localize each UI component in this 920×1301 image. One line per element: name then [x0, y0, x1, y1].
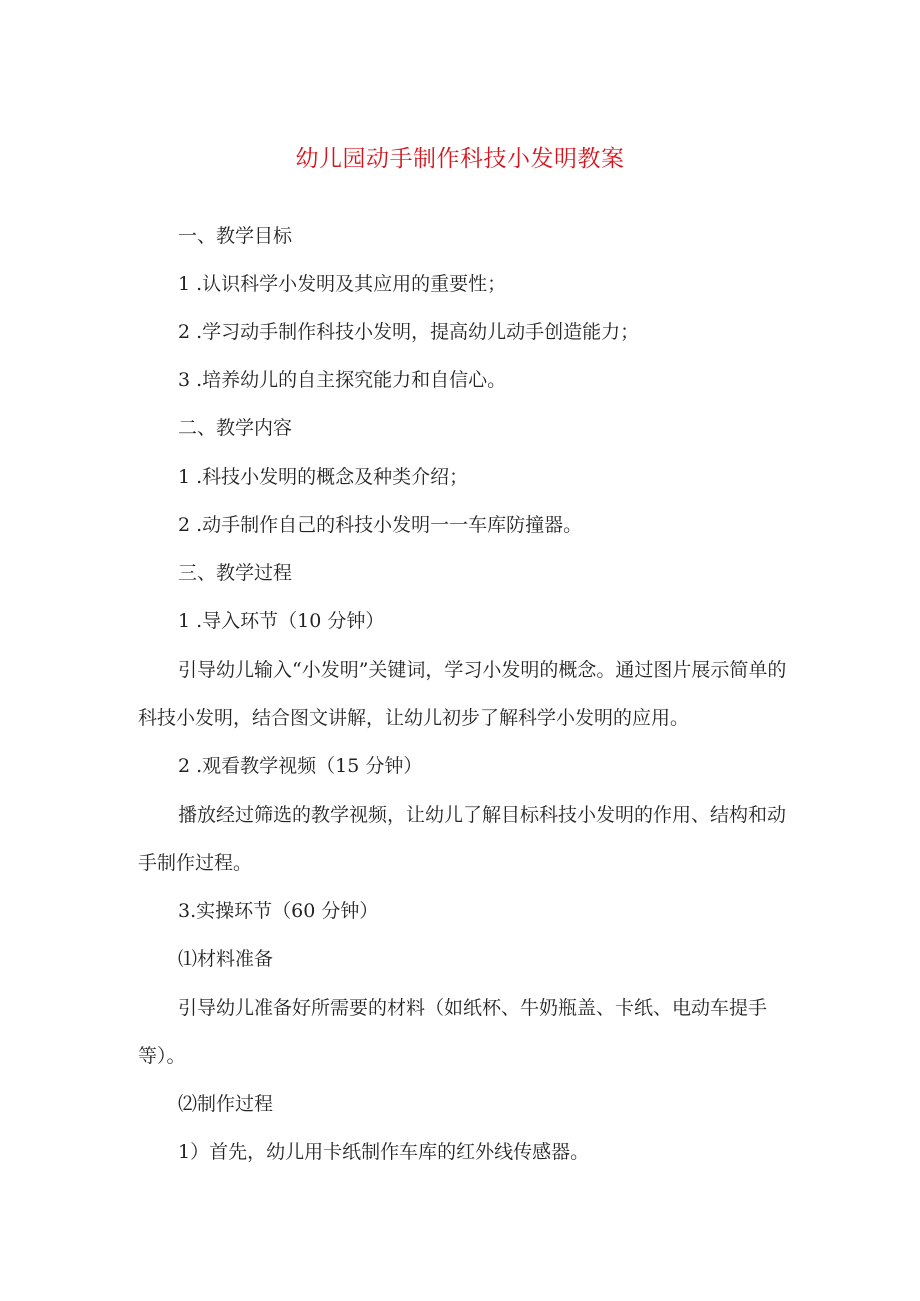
process-step-3: 3.实操环节（60 分钟） — [178, 900, 379, 922]
document-title: 幼儿园动手制作科技小发明教案 — [295, 146, 625, 172]
content-item-2: 2 .动手制作自己的科技小发明一一车库防撞器。 — [178, 514, 583, 536]
content-item-1: 1 .科技小发明的概念及种类介绍； — [178, 466, 469, 488]
process-step-2-text: 播放经过筛选的教学视频，让幼儿了解目标科技小发明的作用、结构和动手制作过程。 — [138, 804, 787, 874]
goal-item-3: 3 .培养幼儿的自主探究能力和自信心。 — [178, 369, 507, 391]
section-heading-process: 三、教学过程 — [178, 562, 293, 584]
section-heading-goals: 一、教学目标 — [178, 225, 293, 247]
section-heading-content: 二、教学内容 — [178, 417, 293, 439]
making-heading: ⑵制作过程 — [178, 1093, 274, 1115]
process-step-1: 1 .导入环节（10 分钟） — [178, 610, 385, 632]
making-step-1: 1）首先，幼儿用卡纸制作车库的红外线传感器。 — [178, 1141, 590, 1163]
goal-item-1: 1 .认识科学小发明及其应用的重要性； — [178, 273, 507, 295]
process-step-1-text: 引导幼儿输入“小发明”关键词，学习小发明的概念。通过图片展示简单的科技小发明，结合图文讲解，让幼儿初步了解科学小发明的应用。 — [138, 659, 787, 729]
materials-heading: ⑴材料准备 — [178, 948, 274, 970]
goal-item-2: 2 .学习动手制作科技小发明，提高幼儿动手创造能力； — [178, 321, 640, 343]
process-step-2: 2 .观看教学视频（15 分钟） — [178, 755, 423, 777]
materials-text: 引导幼儿准备好所需要的材料（如纸杯、牛奶瓶盖、卡纸、电动车提手等）。 — [138, 997, 768, 1067]
